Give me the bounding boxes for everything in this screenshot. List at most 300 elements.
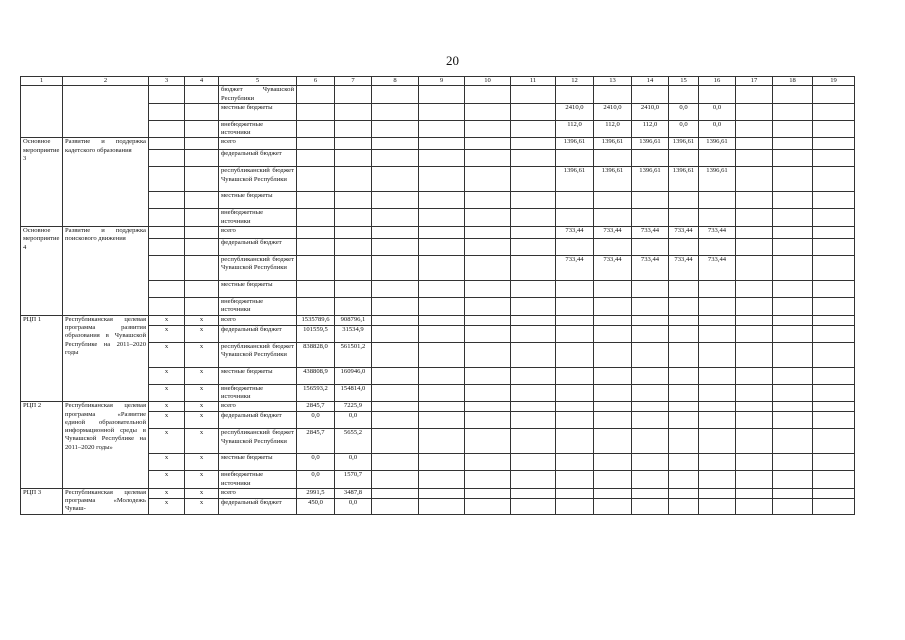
cell-col14 bbox=[632, 281, 669, 298]
cell-col14 bbox=[632, 367, 669, 384]
cell-col6 bbox=[297, 138, 335, 150]
cell-funding-source: внебюджетные источники bbox=[219, 209, 297, 227]
cell-col9 bbox=[419, 488, 465, 498]
cell-col14 bbox=[632, 325, 669, 342]
cell-col3 bbox=[149, 103, 185, 120]
cell-col16 bbox=[699, 325, 736, 342]
cell-col16 bbox=[699, 315, 736, 325]
cell-activity-name: Развитие и поддержка кадетского образования bbox=[63, 138, 149, 227]
cell-col15 bbox=[669, 488, 699, 498]
cell-col13 bbox=[594, 150, 632, 167]
cell-col12 bbox=[556, 402, 594, 412]
cell-col10 bbox=[465, 256, 511, 281]
cell-col6 bbox=[297, 192, 335, 209]
cell-col7: 160946,0 bbox=[335, 367, 372, 384]
cell-col17 bbox=[736, 281, 773, 298]
cell-col8 bbox=[372, 498, 419, 514]
cell-col16 bbox=[699, 209, 736, 227]
cell-funding-source: федеральный бюджет bbox=[219, 150, 297, 167]
cell-col8 bbox=[372, 227, 419, 239]
cell-col17 bbox=[736, 429, 773, 454]
cell-col15 bbox=[669, 192, 699, 209]
cell-col14: 1396,61 bbox=[632, 138, 669, 150]
cell-col12: 1396,61 bbox=[556, 138, 594, 150]
cell-col7 bbox=[335, 209, 372, 227]
cell-col9 bbox=[419, 454, 465, 471]
cell-col7 bbox=[335, 103, 372, 120]
cell-col7 bbox=[335, 86, 372, 104]
cell-col16: 1396,61 bbox=[699, 167, 736, 192]
cell-col19 bbox=[813, 498, 855, 514]
cell-col14 bbox=[632, 209, 669, 227]
cell-col16: 733,44 bbox=[699, 256, 736, 281]
cell-col9 bbox=[419, 498, 465, 514]
cell-col10 bbox=[465, 209, 511, 227]
cell-col16 bbox=[699, 471, 736, 489]
cell-col6 bbox=[297, 86, 335, 104]
cell-col10 bbox=[465, 325, 511, 342]
cell-col19 bbox=[813, 454, 855, 471]
cell-col13: 1396,61 bbox=[594, 167, 632, 192]
cell-col18 bbox=[773, 498, 813, 514]
cell-activity-name bbox=[63, 86, 149, 138]
cell-col15 bbox=[669, 86, 699, 104]
cell-funding-source: республиканский бюджет Чувашской Республики bbox=[219, 429, 297, 454]
cell-col6 bbox=[297, 167, 335, 192]
cell-activity-name: Республиканская целевая программа «Молодежь Чуваш- bbox=[63, 488, 149, 514]
column-header: 13 bbox=[594, 77, 632, 86]
cell-col8 bbox=[372, 239, 419, 256]
cell-col18 bbox=[773, 412, 813, 429]
cell-funding-source: бюджет Чувашской Республики bbox=[219, 86, 297, 104]
cell-col15 bbox=[669, 384, 699, 402]
cell-col14: 112,0 bbox=[632, 120, 669, 138]
cell-col10 bbox=[465, 103, 511, 120]
cell-funding-source: всего bbox=[219, 402, 297, 412]
table-row bbox=[21, 402, 855, 412]
cell-col8 bbox=[372, 256, 419, 281]
cell-funding-source: внебюджетные источники bbox=[219, 298, 297, 316]
cell-col11 bbox=[511, 315, 556, 325]
cell-col4: x bbox=[185, 471, 219, 489]
cell-col16 bbox=[699, 86, 736, 104]
cell-col8 bbox=[372, 471, 419, 489]
cell-col14 bbox=[632, 471, 669, 489]
cell-col12 bbox=[556, 86, 594, 104]
cell-col18 bbox=[773, 227, 813, 239]
cell-col18 bbox=[773, 454, 813, 471]
cell-col11 bbox=[511, 402, 556, 412]
cell-col17 bbox=[736, 342, 773, 367]
cell-col12 bbox=[556, 298, 594, 316]
cell-col6: 438808,9 bbox=[297, 367, 335, 384]
cell-col3: x bbox=[149, 384, 185, 402]
cell-col17 bbox=[736, 498, 773, 514]
cell-col9 bbox=[419, 298, 465, 316]
cell-col13 bbox=[594, 209, 632, 227]
cell-col10 bbox=[465, 342, 511, 367]
cell-col14 bbox=[632, 412, 669, 429]
cell-col7 bbox=[335, 120, 372, 138]
cell-col15: 1396,61 bbox=[669, 167, 699, 192]
cell-col3: x bbox=[149, 325, 185, 342]
cell-col14 bbox=[632, 239, 669, 256]
cell-col16 bbox=[699, 150, 736, 167]
cell-col6 bbox=[297, 256, 335, 281]
cell-col14 bbox=[632, 342, 669, 367]
cell-col10 bbox=[465, 150, 511, 167]
cell-col18 bbox=[773, 138, 813, 150]
cell-col4 bbox=[185, 138, 219, 150]
cell-col14 bbox=[632, 86, 669, 104]
cell-col3 bbox=[149, 192, 185, 209]
cell-col10 bbox=[465, 367, 511, 384]
cell-col11 bbox=[511, 256, 556, 281]
cell-col3: x bbox=[149, 429, 185, 454]
cell-col8 bbox=[372, 209, 419, 227]
cell-col3: x bbox=[149, 402, 185, 412]
column-header: 4 bbox=[185, 77, 219, 86]
cell-col12 bbox=[556, 367, 594, 384]
cell-activity-name: Республиканская целевая программа «Развитие единой образовательной информационной среды в Чувашской Республике на 2011–2020 годы» bbox=[63, 402, 149, 489]
cell-funding-source: республиканский бюджет Чувашской Республики bbox=[219, 342, 297, 367]
cell-col19 bbox=[813, 429, 855, 454]
cell-col4: x bbox=[185, 367, 219, 384]
cell-col11 bbox=[511, 120, 556, 138]
cell-col13 bbox=[594, 281, 632, 298]
cell-col4 bbox=[185, 167, 219, 192]
cell-funding-source: местные бюджеты bbox=[219, 103, 297, 120]
cell-col16 bbox=[699, 402, 736, 412]
cell-col17 bbox=[736, 315, 773, 325]
cell-col8 bbox=[372, 342, 419, 367]
cell-col4 bbox=[185, 239, 219, 256]
cell-funding-source: республиканский бюджет Чувашской Республики bbox=[219, 167, 297, 192]
cell-col13 bbox=[594, 412, 632, 429]
cell-col18 bbox=[773, 150, 813, 167]
cell-activity-name: Развитие и поддержка поискового движения bbox=[63, 227, 149, 316]
cell-col9 bbox=[419, 256, 465, 281]
cell-col16 bbox=[699, 384, 736, 402]
cell-col17 bbox=[736, 256, 773, 281]
cell-col13: 733,44 bbox=[594, 227, 632, 239]
cell-col4: x bbox=[185, 498, 219, 514]
cell-col4 bbox=[185, 298, 219, 316]
cell-col10 bbox=[465, 429, 511, 454]
cell-col14 bbox=[632, 384, 669, 402]
cell-col11 bbox=[511, 412, 556, 429]
cell-col17 bbox=[736, 412, 773, 429]
cell-col12: 1396,61 bbox=[556, 167, 594, 192]
cell-activity-code: РЦП 2 bbox=[21, 402, 63, 489]
cell-col14 bbox=[632, 298, 669, 316]
cell-col3: x bbox=[149, 412, 185, 429]
cell-col8 bbox=[372, 384, 419, 402]
cell-col15 bbox=[669, 209, 699, 227]
cell-col12 bbox=[556, 384, 594, 402]
cell-col13 bbox=[594, 488, 632, 498]
cell-col13 bbox=[594, 86, 632, 104]
cell-col8 bbox=[372, 138, 419, 150]
cell-col12 bbox=[556, 315, 594, 325]
cell-col4 bbox=[185, 209, 219, 227]
cell-col18 bbox=[773, 429, 813, 454]
cell-col7: 0,0 bbox=[335, 412, 372, 429]
cell-col12 bbox=[556, 488, 594, 498]
cell-col17 bbox=[736, 103, 773, 120]
cell-col9 bbox=[419, 120, 465, 138]
cell-col13 bbox=[594, 402, 632, 412]
cell-col8 bbox=[372, 315, 419, 325]
cell-col12 bbox=[556, 192, 594, 209]
cell-col13 bbox=[594, 384, 632, 402]
cell-col11 bbox=[511, 192, 556, 209]
budget-table bbox=[20, 76, 855, 515]
cell-col7: 154814,0 bbox=[335, 384, 372, 402]
cell-funding-source: местные бюджеты bbox=[219, 192, 297, 209]
cell-col19 bbox=[813, 488, 855, 498]
cell-col3: x bbox=[149, 367, 185, 384]
table-row bbox=[21, 315, 855, 325]
cell-col10 bbox=[465, 498, 511, 514]
page-number: 20 bbox=[446, 53, 459, 68]
cell-col3 bbox=[149, 209, 185, 227]
table-row bbox=[21, 227, 855, 239]
cell-col11 bbox=[511, 209, 556, 227]
cell-col19 bbox=[813, 209, 855, 227]
cell-col6 bbox=[297, 227, 335, 239]
cell-col12: 733,44 bbox=[556, 256, 594, 281]
cell-col18 bbox=[773, 120, 813, 138]
cell-col11 bbox=[511, 342, 556, 367]
table-row bbox=[21, 138, 855, 150]
cell-col4 bbox=[185, 120, 219, 138]
cell-funding-source: внебюджетные источники bbox=[219, 120, 297, 138]
cell-col15 bbox=[669, 298, 699, 316]
cell-activity-code: РЦП 3 bbox=[21, 488, 63, 514]
cell-col13 bbox=[594, 239, 632, 256]
cell-col19 bbox=[813, 367, 855, 384]
cell-col17 bbox=[736, 488, 773, 498]
cell-col13 bbox=[594, 367, 632, 384]
cell-col6: 450,0 bbox=[297, 498, 335, 514]
cell-col4 bbox=[185, 192, 219, 209]
cell-activity-code: РЦП 1 bbox=[21, 315, 63, 402]
column-header: 6 bbox=[297, 77, 335, 86]
cell-col15: 733,44 bbox=[669, 227, 699, 239]
cell-col13 bbox=[594, 454, 632, 471]
cell-col7: 908796,1 bbox=[335, 315, 372, 325]
cell-col17 bbox=[736, 325, 773, 342]
cell-col18 bbox=[773, 192, 813, 209]
cell-funding-source: федеральный бюджет bbox=[219, 412, 297, 429]
cell-col16 bbox=[699, 342, 736, 367]
column-header: 1 bbox=[21, 77, 63, 86]
cell-funding-source: всего bbox=[219, 488, 297, 498]
cell-col18 bbox=[773, 315, 813, 325]
cell-col12: 733,44 bbox=[556, 227, 594, 239]
cell-col4: x bbox=[185, 488, 219, 498]
cell-col6 bbox=[297, 281, 335, 298]
cell-col16 bbox=[699, 192, 736, 209]
cell-col3 bbox=[149, 256, 185, 281]
cell-col7: 0,0 bbox=[335, 454, 372, 471]
cell-col6: 0,0 bbox=[297, 471, 335, 489]
cell-col8 bbox=[372, 454, 419, 471]
cell-col15 bbox=[669, 412, 699, 429]
cell-col18 bbox=[773, 402, 813, 412]
cell-col7 bbox=[335, 167, 372, 192]
cell-col10 bbox=[465, 167, 511, 192]
cell-col19 bbox=[813, 325, 855, 342]
cell-col9 bbox=[419, 429, 465, 454]
cell-col9 bbox=[419, 342, 465, 367]
table-body bbox=[21, 86, 855, 515]
cell-col9 bbox=[419, 402, 465, 412]
cell-col17 bbox=[736, 471, 773, 489]
cell-col12 bbox=[556, 281, 594, 298]
cell-col6 bbox=[297, 209, 335, 227]
cell-col19 bbox=[813, 227, 855, 239]
cell-col4 bbox=[185, 281, 219, 298]
cell-col9 bbox=[419, 192, 465, 209]
cell-col18 bbox=[773, 471, 813, 489]
cell-col16 bbox=[699, 367, 736, 384]
cell-col11 bbox=[511, 86, 556, 104]
column-header: 16 bbox=[699, 77, 736, 86]
cell-col11 bbox=[511, 498, 556, 514]
cell-col3: x bbox=[149, 471, 185, 489]
cell-col15 bbox=[669, 239, 699, 256]
cell-col11 bbox=[511, 138, 556, 150]
cell-funding-source: местные бюджеты bbox=[219, 454, 297, 471]
cell-activity-code: Основное мероприятие 4 bbox=[21, 227, 63, 316]
cell-col14 bbox=[632, 402, 669, 412]
cell-col12 bbox=[556, 150, 594, 167]
cell-col13: 733,44 bbox=[594, 256, 632, 281]
cell-col6: 101559,5 bbox=[297, 325, 335, 342]
cell-col17 bbox=[736, 150, 773, 167]
cell-col11 bbox=[511, 429, 556, 454]
cell-col6: 156593,2 bbox=[297, 384, 335, 402]
column-header: 3 bbox=[149, 77, 185, 86]
cell-col19 bbox=[813, 138, 855, 150]
column-header: 18 bbox=[773, 77, 813, 86]
cell-col17 bbox=[736, 209, 773, 227]
cell-col18 bbox=[773, 239, 813, 256]
cell-col19 bbox=[813, 315, 855, 325]
cell-col15: 0,0 bbox=[669, 120, 699, 138]
cell-col8 bbox=[372, 402, 419, 412]
cell-col14 bbox=[632, 192, 669, 209]
cell-col9 bbox=[419, 227, 465, 239]
cell-col8 bbox=[372, 488, 419, 498]
cell-col17 bbox=[736, 384, 773, 402]
cell-col9 bbox=[419, 315, 465, 325]
cell-col10 bbox=[465, 454, 511, 471]
cell-col11 bbox=[511, 103, 556, 120]
cell-funding-source: федеральный бюджет bbox=[219, 239, 297, 256]
cell-col14: 733,44 bbox=[632, 227, 669, 239]
cell-col7: 1570,7 bbox=[335, 471, 372, 489]
cell-col6 bbox=[297, 103, 335, 120]
table-row bbox=[21, 488, 855, 498]
cell-col3 bbox=[149, 281, 185, 298]
cell-col3 bbox=[149, 138, 185, 150]
cell-col3 bbox=[149, 298, 185, 316]
cell-col9 bbox=[419, 281, 465, 298]
cell-col18 bbox=[773, 281, 813, 298]
cell-col16: 1396,61 bbox=[699, 138, 736, 150]
cell-col17 bbox=[736, 192, 773, 209]
cell-col18 bbox=[773, 209, 813, 227]
cell-col16 bbox=[699, 429, 736, 454]
cell-col16: 733,44 bbox=[699, 227, 736, 239]
cell-col12 bbox=[556, 429, 594, 454]
cell-col12 bbox=[556, 325, 594, 342]
cell-col3 bbox=[149, 150, 185, 167]
cell-col13 bbox=[594, 429, 632, 454]
cell-col16 bbox=[699, 454, 736, 471]
cell-col10 bbox=[465, 412, 511, 429]
cell-col18 bbox=[773, 325, 813, 342]
cell-col18 bbox=[773, 488, 813, 498]
cell-funding-source: федеральный бюджет bbox=[219, 325, 297, 342]
cell-col8 bbox=[372, 367, 419, 384]
cell-col3 bbox=[149, 167, 185, 192]
cell-col12 bbox=[556, 342, 594, 367]
cell-col8 bbox=[372, 103, 419, 120]
cell-col6: 2845,7 bbox=[297, 429, 335, 454]
cell-col15: 0,0 bbox=[669, 103, 699, 120]
cell-col7 bbox=[335, 239, 372, 256]
cell-col13: 112,0 bbox=[594, 120, 632, 138]
cell-col16 bbox=[699, 298, 736, 316]
cell-col10 bbox=[465, 227, 511, 239]
column-header: 17 bbox=[736, 77, 773, 86]
cell-col9 bbox=[419, 471, 465, 489]
cell-col18 bbox=[773, 384, 813, 402]
cell-col9 bbox=[419, 86, 465, 104]
column-header: 9 bbox=[419, 77, 465, 86]
cell-col19 bbox=[813, 298, 855, 316]
cell-col19 bbox=[813, 471, 855, 489]
cell-col19 bbox=[813, 384, 855, 402]
cell-col7: 31534,9 bbox=[335, 325, 372, 342]
cell-col13: 1396,61 bbox=[594, 138, 632, 150]
cell-col8 bbox=[372, 150, 419, 167]
cell-col9 bbox=[419, 412, 465, 429]
cell-col14: 2410,0 bbox=[632, 103, 669, 120]
cell-col4: x bbox=[185, 412, 219, 429]
cell-col15: 1396,61 bbox=[669, 138, 699, 150]
cell-col19 bbox=[813, 342, 855, 367]
cell-col6: 2991,5 bbox=[297, 488, 335, 498]
cell-col19 bbox=[813, 167, 855, 192]
cell-col16 bbox=[699, 498, 736, 514]
cell-col18 bbox=[773, 256, 813, 281]
cell-col14 bbox=[632, 150, 669, 167]
cell-col19 bbox=[813, 120, 855, 138]
cell-col8 bbox=[372, 167, 419, 192]
cell-col4: x bbox=[185, 454, 219, 471]
cell-col16 bbox=[699, 412, 736, 429]
cell-col15 bbox=[669, 315, 699, 325]
cell-col6: 0,0 bbox=[297, 454, 335, 471]
cell-col19 bbox=[813, 239, 855, 256]
cell-col7 bbox=[335, 138, 372, 150]
cell-funding-source: республиканский бюджет Чувашской Республики bbox=[219, 256, 297, 281]
